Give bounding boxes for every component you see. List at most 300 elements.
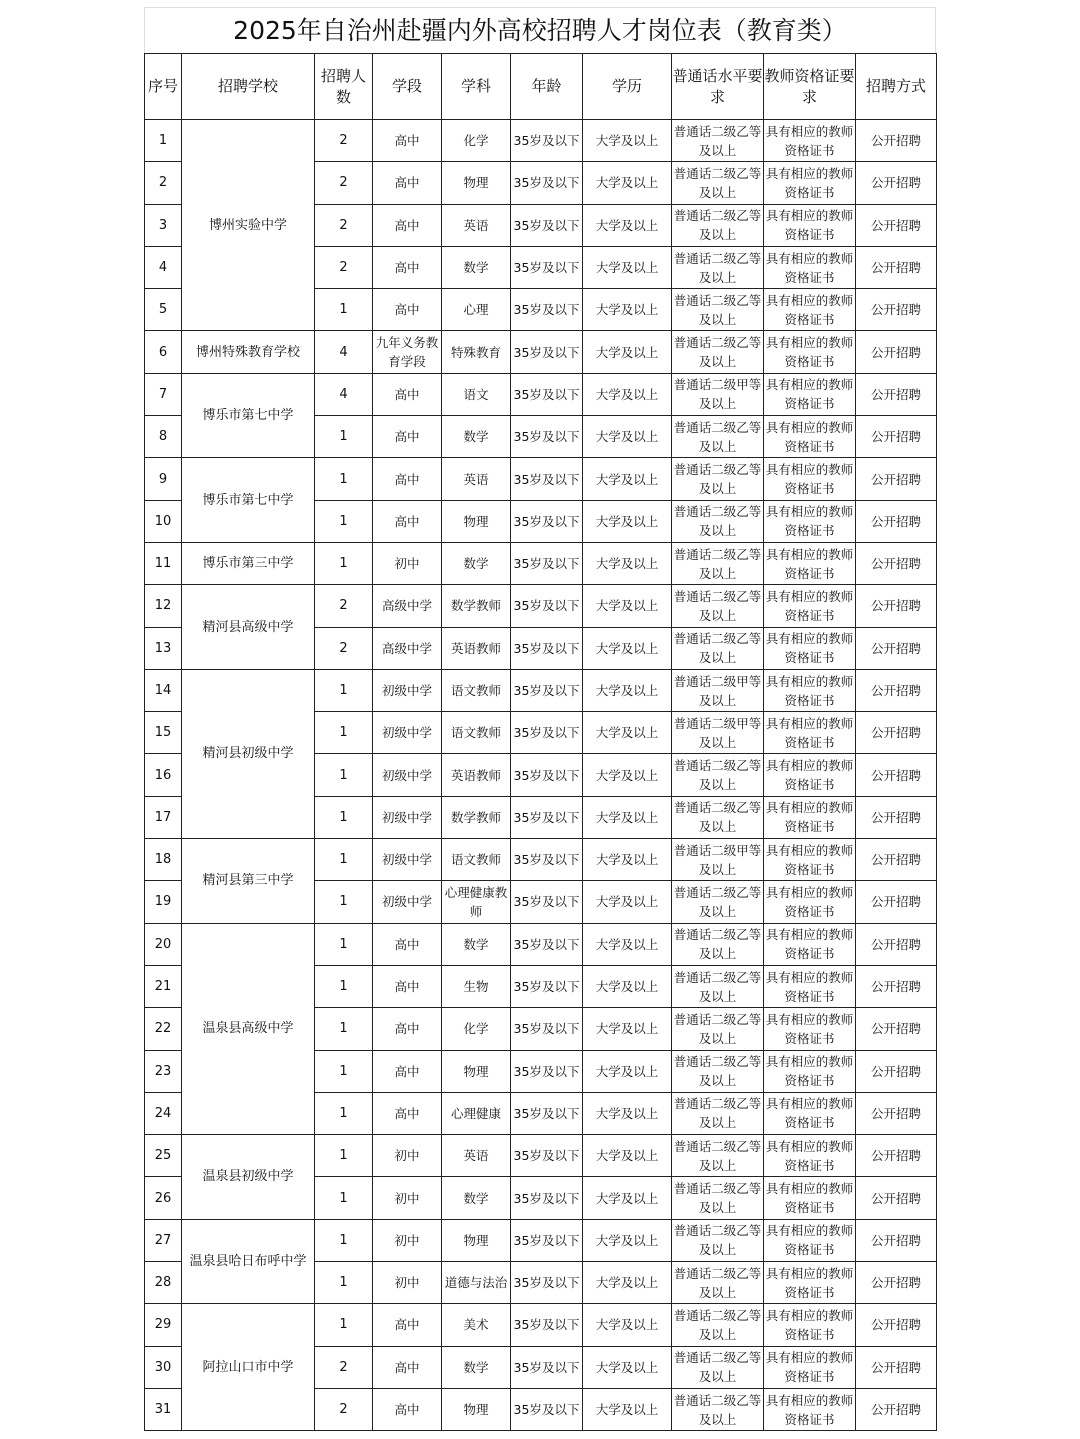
row-no-cell: 24 <box>145 1092 182 1134</box>
row-subject-cell: 生物 <box>442 965 511 1007</box>
row-subject-cell: 心理健康教师 <box>442 881 511 923</box>
row-certificate-cell: 具有相应的教师资格证书 <box>764 712 856 754</box>
row-stage-cell: 高级中学 <box>373 585 442 627</box>
row-subject-cell: 语文教师 <box>442 712 511 754</box>
row-certificate-cell: 具有相应的教师资格证书 <box>764 1346 856 1388</box>
row-no-cell: 15 <box>145 712 182 754</box>
row-certificate-cell: 具有相应的教师资格证书 <box>764 373 856 415</box>
row-education-cell: 大学及以上 <box>583 1346 672 1388</box>
table-row <box>145 542 937 584</box>
header-stage: 学段 <box>373 54 442 120</box>
row-age-cell: 35岁及以下 <box>511 373 583 415</box>
row-age-cell: 35岁及以下 <box>511 1177 583 1219</box>
row-count-cell: 1 <box>315 754 373 796</box>
row-education-cell: 大学及以上 <box>583 162 672 204</box>
row-education-cell: 大学及以上 <box>583 712 672 754</box>
row-no-cell: 19 <box>145 881 182 923</box>
row-count-cell: 2 <box>315 120 373 162</box>
row-education-cell: 大学及以上 <box>583 923 672 965</box>
row-certificate-cell: 具有相应的教师资格证书 <box>764 1008 856 1050</box>
row-subject-cell: 数学 <box>442 1177 511 1219</box>
row-age-cell: 35岁及以下 <box>511 246 583 288</box>
row-no-cell: 18 <box>145 839 182 881</box>
row-certificate-cell: 具有相应的教师资格证书 <box>764 754 856 796</box>
row-count-cell: 1 <box>315 923 373 965</box>
row-age-cell: 35岁及以下 <box>511 1262 583 1304</box>
school-name-cell: 精河县初级中学 <box>182 669 315 838</box>
table-row <box>145 923 937 965</box>
school-name-cell: 精河县高级中学 <box>182 585 315 670</box>
row-certificate-cell: 具有相应的教师资格证书 <box>764 120 856 162</box>
row-stage-cell: 初中 <box>373 542 442 584</box>
row-certificate-cell: 具有相应的教师资格证书 <box>764 1304 856 1346</box>
row-mandarin-cell: 普通话二级乙等及以上 <box>672 162 764 204</box>
row-certificate-cell: 具有相应的教师资格证书 <box>764 1050 856 1092</box>
row-education-cell: 大学及以上 <box>583 796 672 838</box>
table-row <box>145 331 937 373</box>
row-age-cell: 35岁及以下 <box>511 1346 583 1388</box>
header-no: 序号 <box>145 54 182 120</box>
row-mandarin-cell: 普通话二级乙等及以上 <box>672 1092 764 1134</box>
row-subject-cell: 英语 <box>442 458 511 500</box>
row-education-cell: 大学及以上 <box>583 1177 672 1219</box>
row-mandarin-cell: 普通话二级乙等及以上 <box>672 627 764 669</box>
row-method-cell: 公开招聘 <box>856 923 937 965</box>
row-education-cell: 大学及以上 <box>583 1135 672 1177</box>
row-age-cell: 35岁及以下 <box>511 585 583 627</box>
row-no-cell: 29 <box>145 1304 182 1346</box>
row-count-cell: 1 <box>315 1177 373 1219</box>
row-stage-cell: 高中 <box>373 965 442 1007</box>
row-stage-cell: 高中 <box>373 289 442 331</box>
row-education-cell: 大学及以上 <box>583 542 672 584</box>
school-name-cell: 精河县第三中学 <box>182 839 315 924</box>
row-method-cell: 公开招聘 <box>856 1262 937 1304</box>
row-education-cell: 大学及以上 <box>583 331 672 373</box>
row-education-cell: 大学及以上 <box>583 1388 672 1430</box>
row-certificate-cell: 具有相应的教师资格证书 <box>764 458 856 500</box>
row-stage-cell: 高中 <box>373 1092 442 1134</box>
row-certificate-cell: 具有相应的教师资格证书 <box>764 246 856 288</box>
row-method-cell: 公开招聘 <box>856 585 937 627</box>
row-count-cell: 2 <box>315 162 373 204</box>
row-age-cell: 35岁及以下 <box>511 204 583 246</box>
row-certificate-cell: 具有相应的教师资格证书 <box>764 1092 856 1134</box>
row-age-cell: 35岁及以下 <box>511 839 583 881</box>
row-age-cell: 35岁及以下 <box>511 1219 583 1261</box>
row-certificate-cell: 具有相应的教师资格证书 <box>764 1135 856 1177</box>
row-mandarin-cell: 普通话二级乙等及以上 <box>672 331 764 373</box>
row-stage-cell: 高中 <box>373 458 442 500</box>
row-certificate-cell: 具有相应的教师资格证书 <box>764 923 856 965</box>
row-mandarin-cell: 普通话二级乙等及以上 <box>672 1304 764 1346</box>
school-name-cell: 博州特殊教育学校 <box>182 331 315 373</box>
row-method-cell: 公开招聘 <box>856 839 937 881</box>
row-no-cell: 20 <box>145 923 182 965</box>
row-count-cell: 2 <box>315 1346 373 1388</box>
row-subject-cell: 特殊教育 <box>442 331 511 373</box>
row-certificate-cell: 具有相应的教师资格证书 <box>764 669 856 711</box>
row-count-cell: 1 <box>315 1050 373 1092</box>
row-age-cell: 35岁及以下 <box>511 1135 583 1177</box>
row-stage-cell: 九年义务教育学段 <box>373 331 442 373</box>
row-method-cell: 公开招聘 <box>856 1219 937 1261</box>
row-no-cell: 27 <box>145 1219 182 1261</box>
row-method-cell: 公开招聘 <box>856 712 937 754</box>
row-stage-cell: 高中 <box>373 1050 442 1092</box>
row-method-cell: 公开招聘 <box>856 754 937 796</box>
row-certificate-cell: 具有相应的教师资格证书 <box>764 839 856 881</box>
row-stage-cell: 初中 <box>373 1135 442 1177</box>
row-education-cell: 大学及以上 <box>583 669 672 711</box>
row-method-cell: 公开招聘 <box>856 120 937 162</box>
school-name-cell: 博乐市第三中学 <box>182 542 315 584</box>
row-no-cell: 22 <box>145 1008 182 1050</box>
row-method-cell: 公开招聘 <box>856 458 937 500</box>
row-education-cell: 大学及以上 <box>583 416 672 458</box>
school-name-cell: 博乐市第七中学 <box>182 458 315 543</box>
row-age-cell: 35岁及以下 <box>511 712 583 754</box>
row-subject-cell: 数学 <box>442 923 511 965</box>
header-subject: 学科 <box>442 54 511 120</box>
row-stage-cell: 初中 <box>373 1262 442 1304</box>
row-no-cell: 31 <box>145 1388 182 1430</box>
row-mandarin-cell: 普通话二级乙等及以上 <box>672 1135 764 1177</box>
row-mandarin-cell: 普通话二级乙等及以上 <box>672 1050 764 1092</box>
row-age-cell: 35岁及以下 <box>511 796 583 838</box>
row-method-cell: 公开招聘 <box>856 373 937 415</box>
row-stage-cell: 高中 <box>373 162 442 204</box>
row-count-cell: 1 <box>315 416 373 458</box>
row-education-cell: 大学及以上 <box>583 500 672 542</box>
row-education-cell: 大学及以上 <box>583 1092 672 1134</box>
header-mandarin: 普通话水平要求 <box>672 54 764 120</box>
row-method-cell: 公开招聘 <box>856 1050 937 1092</box>
recruitment-sheet <box>144 7 936 1431</box>
row-count-cell: 4 <box>315 373 373 415</box>
row-mandarin-cell: 普通话二级乙等及以上 <box>672 796 764 838</box>
row-certificate-cell: 具有相应的教师资格证书 <box>764 585 856 627</box>
row-no-cell: 8 <box>145 416 182 458</box>
row-count-cell: 1 <box>315 1219 373 1261</box>
row-no-cell: 2 <box>145 162 182 204</box>
row-education-cell: 大学及以上 <box>583 839 672 881</box>
row-subject-cell: 心理 <box>442 289 511 331</box>
row-age-cell: 35岁及以下 <box>511 754 583 796</box>
row-no-cell: 10 <box>145 500 182 542</box>
row-count-cell: 2 <box>315 1388 373 1430</box>
row-mandarin-cell: 普通话二级乙等及以上 <box>672 246 764 288</box>
row-education-cell: 大学及以上 <box>583 1304 672 1346</box>
row-stage-cell: 高中 <box>373 246 442 288</box>
row-stage-cell: 高中 <box>373 923 442 965</box>
row-subject-cell: 语文教师 <box>442 669 511 711</box>
row-method-cell: 公开招聘 <box>856 246 937 288</box>
row-education-cell: 大学及以上 <box>583 1262 672 1304</box>
page-title: 2025年自治州赴疆内外高校招聘人才岗位表（教育类） <box>144 7 936 53</box>
table-row <box>145 120 937 162</box>
row-certificate-cell: 具有相应的教师资格证书 <box>764 1388 856 1430</box>
row-count-cell: 1 <box>315 1008 373 1050</box>
header-education: 学历 <box>583 54 672 120</box>
row-no-cell: 7 <box>145 373 182 415</box>
header-count: 招聘人数 <box>315 54 373 120</box>
table-row <box>145 373 937 415</box>
row-education-cell: 大学及以上 <box>583 458 672 500</box>
row-count-cell: 1 <box>315 796 373 838</box>
row-mandarin-cell: 普通话二级甲等及以上 <box>672 712 764 754</box>
row-method-cell: 公开招聘 <box>856 1304 937 1346</box>
school-name-cell: 温泉县高级中学 <box>182 923 315 1134</box>
row-age-cell: 35岁及以下 <box>511 1008 583 1050</box>
header-age: 年龄 <box>511 54 583 120</box>
row-no-cell: 5 <box>145 289 182 331</box>
row-subject-cell: 英语 <box>442 204 511 246</box>
row-method-cell: 公开招聘 <box>856 204 937 246</box>
row-stage-cell: 初级中学 <box>373 754 442 796</box>
row-subject-cell: 语文 <box>442 373 511 415</box>
row-stage-cell: 高中 <box>373 1008 442 1050</box>
row-count-cell: 1 <box>315 1135 373 1177</box>
table-row <box>145 839 937 881</box>
row-subject-cell: 物理 <box>442 1050 511 1092</box>
row-education-cell: 大学及以上 <box>583 373 672 415</box>
row-mandarin-cell: 普通话二级乙等及以上 <box>672 1388 764 1430</box>
row-no-cell: 1 <box>145 120 182 162</box>
row-education-cell: 大学及以上 <box>583 204 672 246</box>
row-stage-cell: 高中 <box>373 373 442 415</box>
row-mandarin-cell: 普通话二级乙等及以上 <box>672 754 764 796</box>
row-subject-cell: 英语教师 <box>442 627 511 669</box>
row-count-cell: 1 <box>315 1092 373 1134</box>
row-no-cell: 14 <box>145 669 182 711</box>
row-certificate-cell: 具有相应的教师资格证书 <box>764 1177 856 1219</box>
row-age-cell: 35岁及以下 <box>511 669 583 711</box>
row-no-cell: 30 <box>145 1346 182 1388</box>
row-count-cell: 1 <box>315 839 373 881</box>
row-certificate-cell: 具有相应的教师资格证书 <box>764 965 856 1007</box>
row-stage-cell: 初级中学 <box>373 796 442 838</box>
row-mandarin-cell: 普通话二级乙等及以上 <box>672 120 764 162</box>
row-method-cell: 公开招聘 <box>856 1135 937 1177</box>
row-certificate-cell: 具有相应的教师资格证书 <box>764 881 856 923</box>
row-certificate-cell: 具有相应的教师资格证书 <box>764 162 856 204</box>
row-mandarin-cell: 普通话二级乙等及以上 <box>672 585 764 627</box>
row-subject-cell: 数学 <box>442 246 511 288</box>
row-no-cell: 9 <box>145 458 182 500</box>
row-method-cell: 公开招聘 <box>856 965 937 1007</box>
row-method-cell: 公开招聘 <box>856 1008 937 1050</box>
row-no-cell: 26 <box>145 1177 182 1219</box>
row-subject-cell: 数学 <box>442 416 511 458</box>
row-subject-cell: 数学 <box>442 1346 511 1388</box>
row-mandarin-cell: 普通话二级乙等及以上 <box>672 1262 764 1304</box>
row-mandarin-cell: 普通话二级甲等及以上 <box>672 839 764 881</box>
row-stage-cell: 初中 <box>373 1219 442 1261</box>
row-stage-cell: 初级中学 <box>373 669 442 711</box>
row-method-cell: 公开招聘 <box>856 669 937 711</box>
row-count-cell: 1 <box>315 669 373 711</box>
row-stage-cell: 高级中学 <box>373 627 442 669</box>
row-count-cell: 1 <box>315 458 373 500</box>
row-subject-cell: 物理 <box>442 1388 511 1430</box>
row-certificate-cell: 具有相应的教师资格证书 <box>764 796 856 838</box>
row-age-cell: 35岁及以下 <box>511 965 583 1007</box>
row-method-cell: 公开招聘 <box>856 331 937 373</box>
row-education-cell: 大学及以上 <box>583 1050 672 1092</box>
row-mandarin-cell: 普通话二级乙等及以上 <box>672 1008 764 1050</box>
table-row <box>145 585 937 627</box>
row-mandarin-cell: 普通话二级乙等及以上 <box>672 542 764 584</box>
row-education-cell: 大学及以上 <box>583 627 672 669</box>
row-age-cell: 35岁及以下 <box>511 542 583 584</box>
school-name-cell: 温泉县哈日布呼中学 <box>182 1219 315 1304</box>
row-no-cell: 6 <box>145 331 182 373</box>
row-subject-cell: 数学 <box>442 542 511 584</box>
row-subject-cell: 美术 <box>442 1304 511 1346</box>
row-mandarin-cell: 普通话二级乙等及以上 <box>672 458 764 500</box>
row-age-cell: 35岁及以下 <box>511 458 583 500</box>
school-name-cell: 温泉县初级中学 <box>182 1135 315 1220</box>
row-mandarin-cell: 普通话二级乙等及以上 <box>672 1177 764 1219</box>
row-certificate-cell: 具有相应的教师资格证书 <box>764 416 856 458</box>
header-school: 招聘学校 <box>182 54 315 120</box>
row-certificate-cell: 具有相应的教师资格证书 <box>764 627 856 669</box>
row-certificate-cell: 具有相应的教师资格证书 <box>764 204 856 246</box>
row-subject-cell: 物理 <box>442 162 511 204</box>
row-education-cell: 大学及以上 <box>583 1219 672 1261</box>
row-no-cell: 21 <box>145 965 182 1007</box>
row-method-cell: 公开招聘 <box>856 500 937 542</box>
row-count-cell: 1 <box>315 881 373 923</box>
row-no-cell: 28 <box>145 1262 182 1304</box>
row-method-cell: 公开招聘 <box>856 289 937 331</box>
row-no-cell: 12 <box>145 585 182 627</box>
row-age-cell: 35岁及以下 <box>511 500 583 542</box>
row-subject-cell: 物理 <box>442 1219 511 1261</box>
row-stage-cell: 高中 <box>373 416 442 458</box>
header-row <box>145 54 937 120</box>
table-row <box>145 1219 937 1261</box>
row-mandarin-cell: 普通话二级乙等及以上 <box>672 204 764 246</box>
row-stage-cell: 高中 <box>373 120 442 162</box>
row-method-cell: 公开招聘 <box>856 881 937 923</box>
row-mandarin-cell: 普通话二级甲等及以上 <box>672 373 764 415</box>
row-stage-cell: 高中 <box>373 500 442 542</box>
row-method-cell: 公开招聘 <box>856 162 937 204</box>
row-no-cell: 4 <box>145 246 182 288</box>
row-method-cell: 公开招聘 <box>856 542 937 584</box>
row-stage-cell: 初级中学 <box>373 839 442 881</box>
row-subject-cell: 数学教师 <box>442 585 511 627</box>
row-stage-cell: 高中 <box>373 1388 442 1430</box>
row-no-cell: 16 <box>145 754 182 796</box>
table-row <box>145 669 937 711</box>
row-education-cell: 大学及以上 <box>583 965 672 1007</box>
row-method-cell: 公开招聘 <box>856 1388 937 1430</box>
row-method-cell: 公开招聘 <box>856 1092 937 1134</box>
row-stage-cell: 高中 <box>373 204 442 246</box>
row-subject-cell: 道德与法治 <box>442 1262 511 1304</box>
row-method-cell: 公开招聘 <box>856 796 937 838</box>
header-certificate: 教师资格证要求 <box>764 54 856 120</box>
row-subject-cell: 数学教师 <box>442 796 511 838</box>
row-subject-cell: 英语 <box>442 1135 511 1177</box>
row-method-cell: 公开招聘 <box>856 416 937 458</box>
row-count-cell: 1 <box>315 965 373 1007</box>
row-certificate-cell: 具有相应的教师资格证书 <box>764 542 856 584</box>
row-age-cell: 35岁及以下 <box>511 331 583 373</box>
row-mandarin-cell: 普通话二级乙等及以上 <box>672 1346 764 1388</box>
row-stage-cell: 高中 <box>373 1304 442 1346</box>
row-subject-cell: 心理健康 <box>442 1092 511 1134</box>
row-age-cell: 35岁及以下 <box>511 1304 583 1346</box>
table-body <box>145 120 937 1431</box>
row-stage-cell: 初级中学 <box>373 881 442 923</box>
row-no-cell: 17 <box>145 796 182 838</box>
row-stage-cell: 初级中学 <box>373 712 442 754</box>
school-name-cell: 博乐市第七中学 <box>182 373 315 458</box>
row-age-cell: 35岁及以下 <box>511 1092 583 1134</box>
row-education-cell: 大学及以上 <box>583 881 672 923</box>
row-age-cell: 35岁及以下 <box>511 120 583 162</box>
row-count-cell: 2 <box>315 585 373 627</box>
row-stage-cell: 高中 <box>373 1346 442 1388</box>
table-row <box>145 1135 937 1177</box>
row-education-cell: 大学及以上 <box>583 585 672 627</box>
row-mandarin-cell: 普通话二级乙等及以上 <box>672 289 764 331</box>
row-certificate-cell: 具有相应的教师资格证书 <box>764 500 856 542</box>
row-count-cell: 2 <box>315 246 373 288</box>
row-method-cell: 公开招聘 <box>856 627 937 669</box>
table-row <box>145 458 937 500</box>
row-age-cell: 35岁及以下 <box>511 162 583 204</box>
school-name-cell: 博州实验中学 <box>182 120 315 331</box>
row-education-cell: 大学及以上 <box>583 120 672 162</box>
header-method: 招聘方式 <box>856 54 937 120</box>
row-mandarin-cell: 普通话二级乙等及以上 <box>672 965 764 1007</box>
row-mandarin-cell: 普通话二级乙等及以上 <box>672 1219 764 1261</box>
row-age-cell: 35岁及以下 <box>511 1050 583 1092</box>
table-row <box>145 1304 937 1346</box>
row-education-cell: 大学及以上 <box>583 1008 672 1050</box>
row-age-cell: 35岁及以下 <box>511 881 583 923</box>
row-age-cell: 35岁及以下 <box>511 416 583 458</box>
row-certificate-cell: 具有相应的教师资格证书 <box>764 331 856 373</box>
row-count-cell: 1 <box>315 542 373 584</box>
row-mandarin-cell: 普通话二级甲等及以上 <box>672 669 764 711</box>
row-education-cell: 大学及以上 <box>583 289 672 331</box>
row-count-cell: 2 <box>315 627 373 669</box>
row-certificate-cell: 具有相应的教师资格证书 <box>764 1262 856 1304</box>
row-no-cell: 25 <box>145 1135 182 1177</box>
row-count-cell: 1 <box>315 1262 373 1304</box>
row-subject-cell: 化学 <box>442 120 511 162</box>
row-education-cell: 大学及以上 <box>583 246 672 288</box>
row-age-cell: 35岁及以下 <box>511 289 583 331</box>
row-education-cell: 大学及以上 <box>583 754 672 796</box>
row-subject-cell: 英语教师 <box>442 754 511 796</box>
row-stage-cell: 初中 <box>373 1177 442 1219</box>
row-no-cell: 23 <box>145 1050 182 1092</box>
row-subject-cell: 化学 <box>442 1008 511 1050</box>
row-method-cell: 公开招聘 <box>856 1346 937 1388</box>
row-age-cell: 35岁及以下 <box>511 627 583 669</box>
row-no-cell: 13 <box>145 627 182 669</box>
row-subject-cell: 物理 <box>442 500 511 542</box>
row-mandarin-cell: 普通话二级乙等及以上 <box>672 416 764 458</box>
row-count-cell: 1 <box>315 1304 373 1346</box>
